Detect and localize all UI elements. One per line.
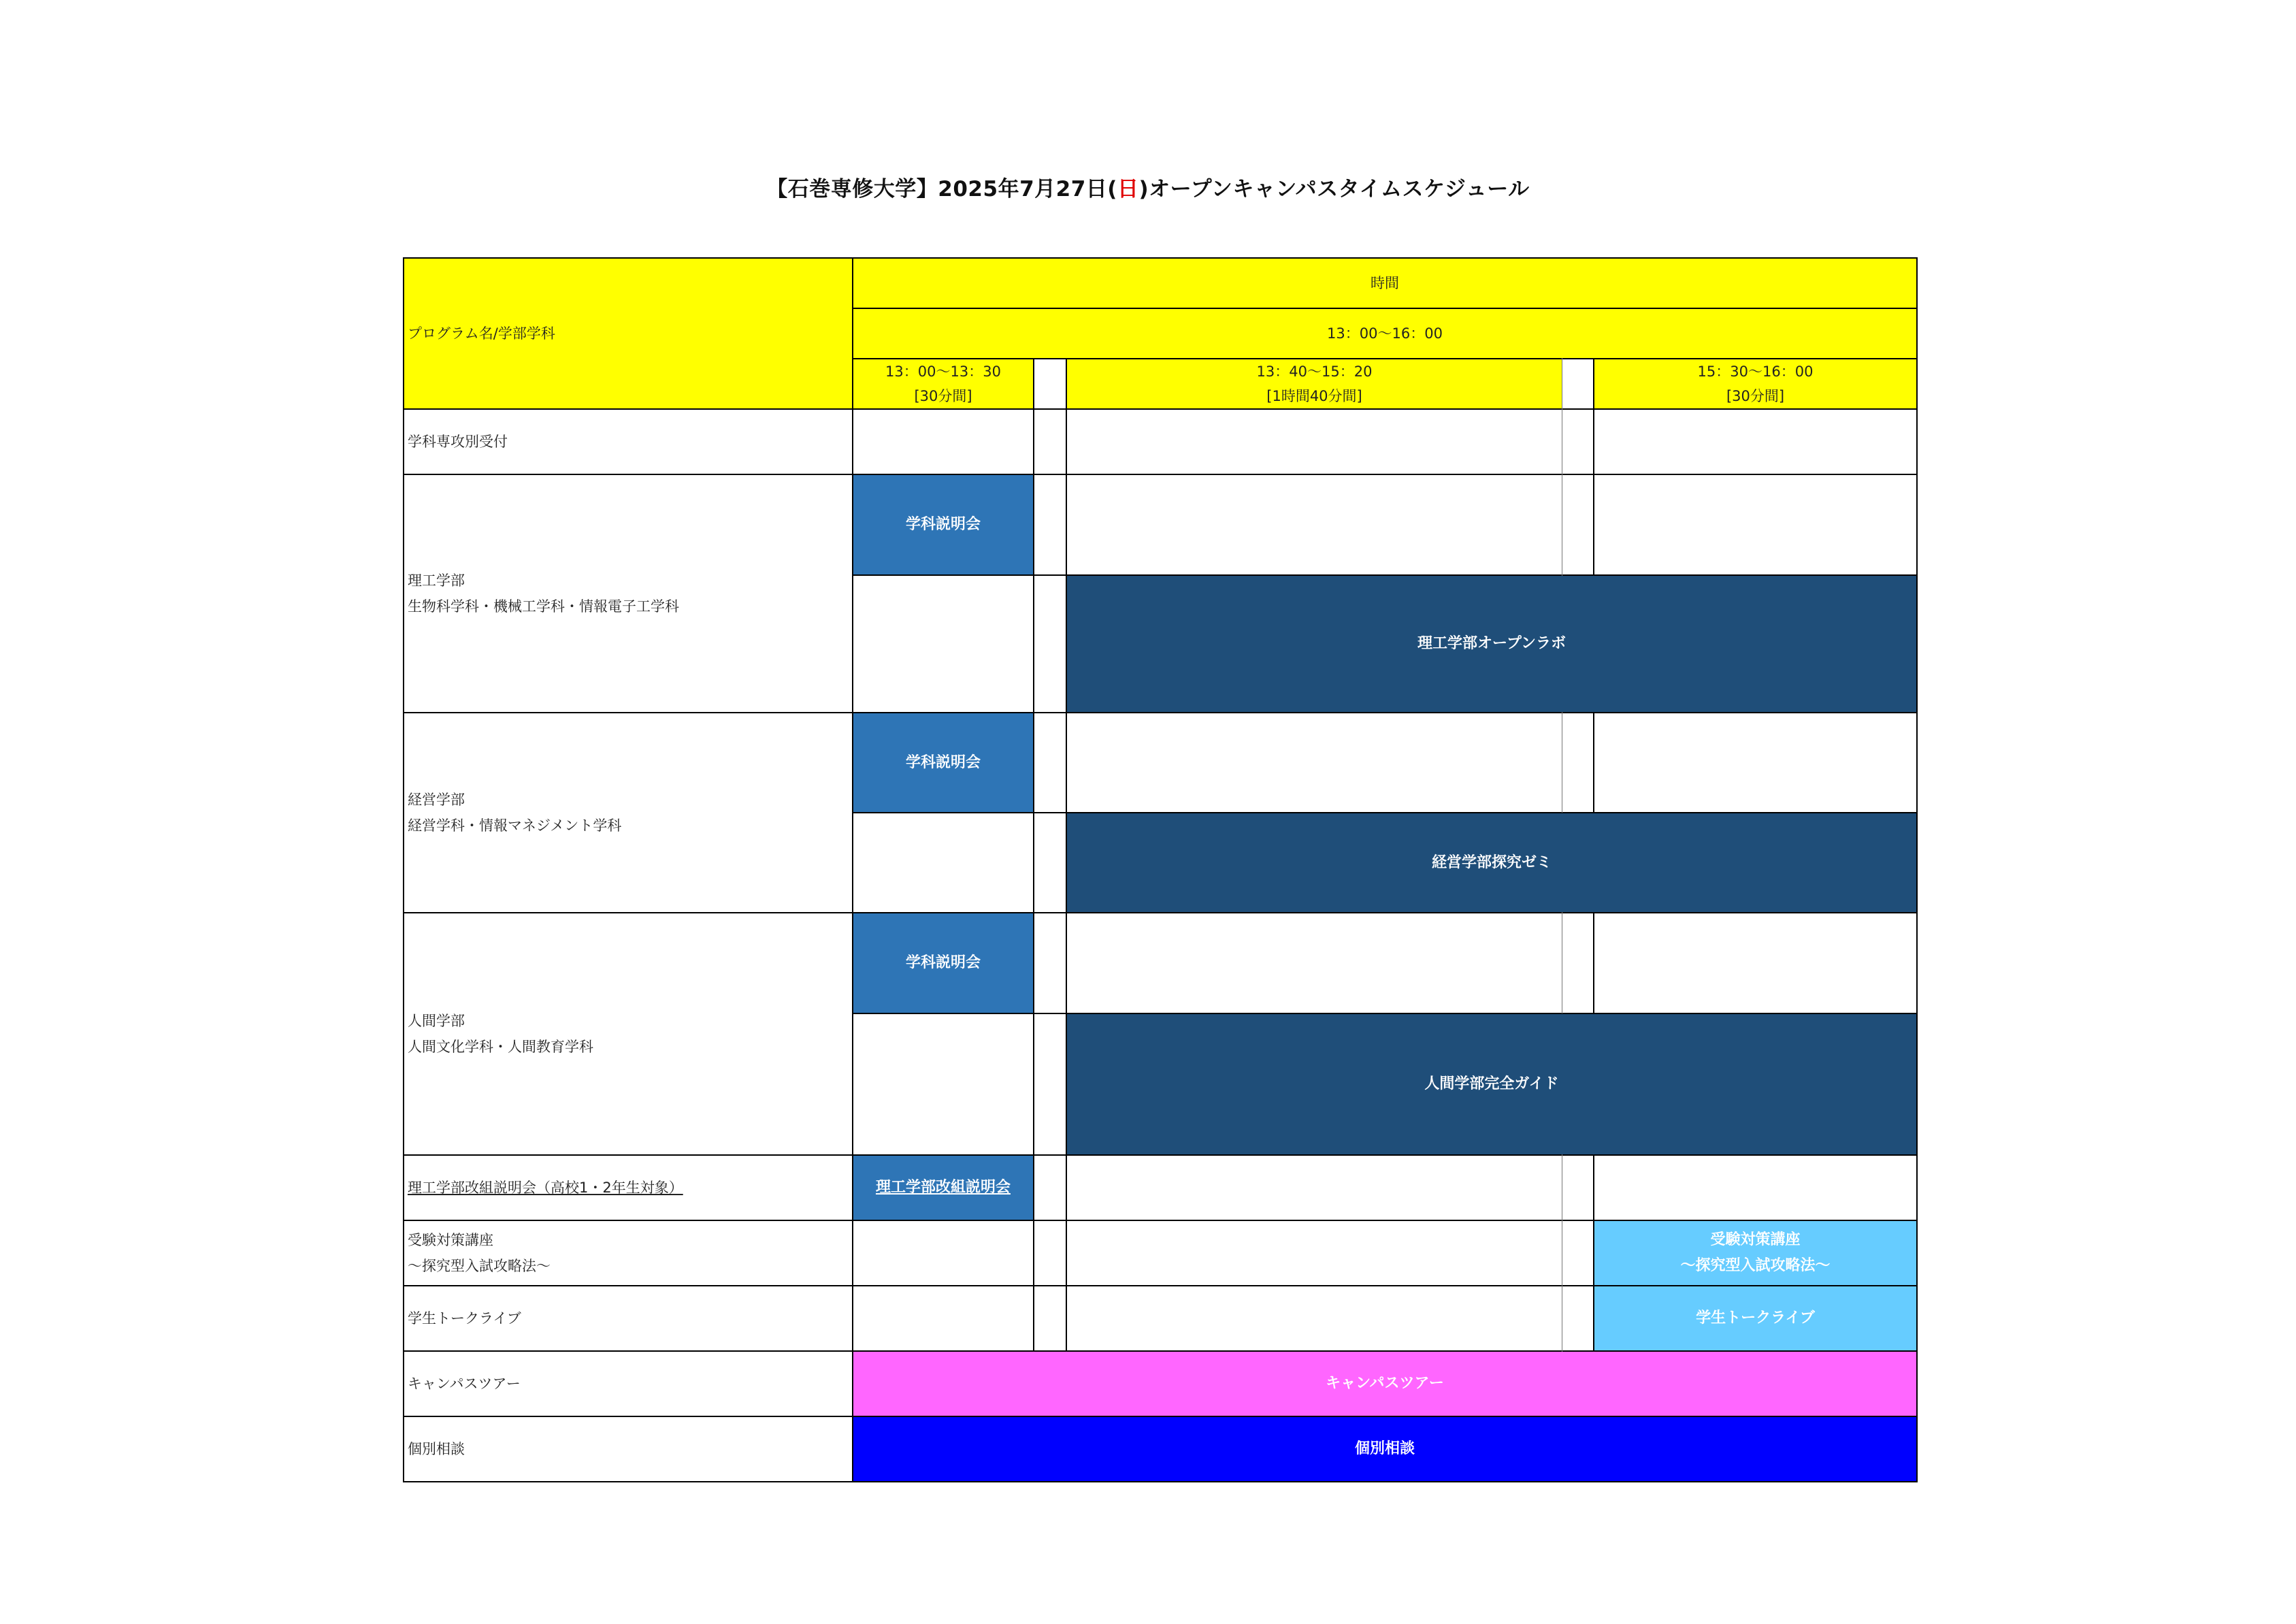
talk-block: 学生トークライブ (1594, 1286, 1917, 1351)
grid-line (403, 474, 1918, 475)
science-briefing-block: 学科説明会 (853, 474, 1034, 575)
header-time-label-cell (853, 258, 1917, 308)
row-label-reception: 学科専攻別受付 (408, 434, 508, 450)
slot-3-duration: [30分間] (1726, 388, 1785, 404)
row-label-reorg (404, 1155, 853, 1220)
title-prefix: 【石巻専修大学】2025年7月27日( (766, 177, 1117, 201)
slot-1-duration: [30分間] (914, 388, 972, 404)
row-label-exam: 受験対策講座 〜探究型入試攻略法〜 (408, 1232, 551, 1274)
slot-1-time: 13：00〜13：30 (885, 363, 1001, 380)
grid-line (403, 1350, 1918, 1352)
grid-line (403, 1285, 1918, 1286)
grid-line (1593, 1154, 1594, 1352)
grid-line (1593, 358, 1594, 576)
grid-line (853, 574, 1918, 576)
grid-line (1593, 712, 1594, 813)
exam-block: 受験対策講座 〜探究型入試攻略法〜 (1594, 1220, 1917, 1286)
header-time-range: 13：00〜16：00 (1327, 325, 1443, 342)
grid-line (853, 308, 1918, 309)
grid-line (853, 1013, 1918, 1014)
grid-line (853, 812, 1918, 813)
grid-line (403, 1481, 1918, 1482)
grid-line (1066, 358, 1067, 1352)
human-briefing-block: 学科説明会 (853, 913, 1034, 1013)
business-seminar-block: 経営学部探究ゼミ (1066, 813, 1917, 913)
header-slot-2 (1066, 359, 1562, 409)
grid-line (403, 912, 1918, 913)
grid-line (403, 712, 1918, 713)
header-program-cell (404, 258, 853, 409)
tour-block: キャンパスツアー (853, 1351, 1917, 1416)
header-time-label: 時間 (1371, 275, 1399, 291)
row-label-consult: 個別相談 (408, 1441, 465, 1457)
science-majors: 生物科学科・機械工学科・情報電子工学科 (408, 598, 679, 615)
grid-line (403, 1416, 1918, 1417)
consult-block: 個別相談 (853, 1416, 1917, 1482)
row-label-human (404, 913, 853, 1155)
page-title (0, 172, 2296, 202)
row-label-talk: 学生トークライブ (408, 1310, 521, 1327)
grid-line (852, 257, 853, 1482)
row-label-tour: キャンパスツアー (408, 1376, 521, 1392)
grid-line (1033, 358, 1034, 1352)
grid-line (403, 408, 1918, 410)
header-slot-1 (853, 359, 1034, 409)
business-dept: 経営学部 (408, 792, 465, 808)
reorg-label-link[interactable]: 理工学部改組説明会（高校1・2年生対象） (408, 1180, 683, 1196)
slot-3-time: 15：30〜16：00 (1697, 363, 1814, 380)
business-briefing-block: 学科説明会 (853, 713, 1034, 813)
header-time-range-cell (853, 308, 1917, 359)
business-majors: 経営学科・情報マネジメント学科 (408, 817, 622, 834)
grid-line (403, 1154, 1918, 1156)
reorg-block: 理工学部改組説明会 (853, 1155, 1034, 1220)
science-dept: 理工学部 (408, 572, 465, 589)
slot-2-duration: [1時間40分間] (1266, 388, 1362, 404)
grid-line (403, 257, 1918, 259)
human-majors: 人間文化学科・人間教育学科 (408, 1039, 593, 1055)
science-lab-block: 理工学部オープンラボ (1066, 575, 1917, 713)
header-program-label: プログラム名/学部学科 (408, 325, 555, 342)
grid-line (1916, 257, 1918, 1482)
header-slot-3 (1594, 359, 1917, 409)
row-label-science (404, 474, 853, 713)
row-label-business (404, 713, 853, 913)
grid-line (403, 1220, 1918, 1221)
title-day: 日 (1117, 177, 1139, 201)
grid-line (1593, 912, 1594, 1013)
slot-2-time: 13：40〜15：20 (1256, 363, 1373, 380)
human-guide-block: 人間学部完全ガイド (1066, 1013, 1917, 1155)
grid-line (403, 257, 404, 1482)
human-dept: 人間学部 (408, 1013, 465, 1029)
title-suffix: )オープンキャンパスタイムスケジュール (1138, 177, 1530, 201)
grid-line (853, 358, 1918, 359)
